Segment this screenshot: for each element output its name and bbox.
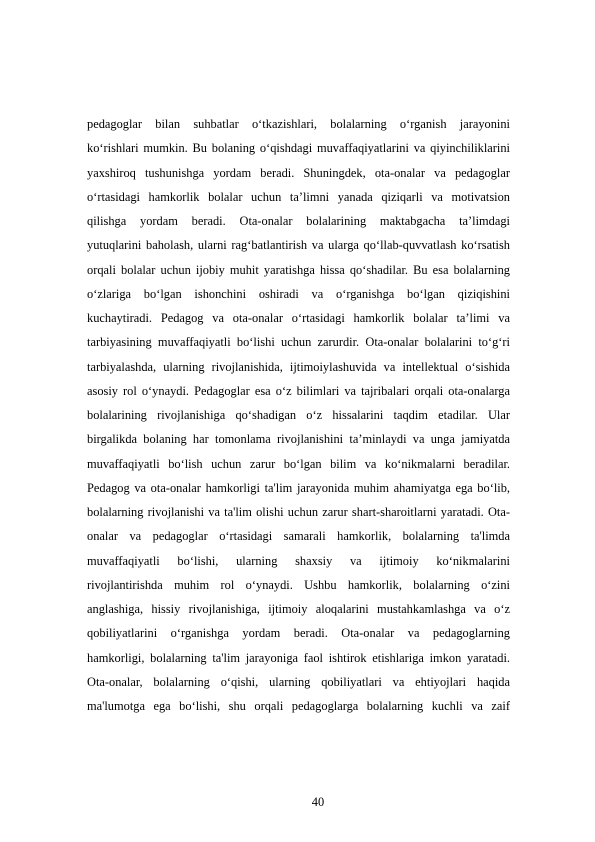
body-text [87,112,510,718]
text-line: onalar va pedagoglar o‘rtasidagi samarali hamkorlik, bolalarning ta'limda [87,529,510,544]
text-line: muvaffaqiyatli bo‘lish uchun zarur bo‘lgan bilim va ko‘nikmalarni beradilar. [87,456,510,471]
text-line: anglashiga, hissiy rivojlanishiga, ijtimoiy aloqalarini mustahkamlashga va o‘z [87,602,510,616]
text-line: Pedagog va ota-onalar hamkorligi ta'lim jarayonida muhim ahamiyatga ega bo‘lib, [87,480,510,495]
text-line: o‘zlariga bo‘lgan ishonchini oshiradi va o‘rganishga bo‘lgan qiziqishini [87,286,510,301]
text-line: ma'lumotga ega bo‘lishi, shu orqali pedagoglarga bolalarning kuchli va zaif [87,699,510,713]
text-line: pedagoglar bilan suhbatlar o‘tkazishlari, bolalarning o‘rganish jarayonini [87,117,510,131]
text-line: qilishga yordam beradi. Ota-onalar bolalarining maktabgacha ta’limdagi [87,214,510,228]
text-line: asosiy rol o‘ynaydi. Pedagoglar esa o‘z bilimlari va tajribalari orqali ota-onalarga [87,383,510,398]
text-line: muvaffaqiyatli bo‘lishi, ularning shaxsiy va ijtimoiy ko‘nikmalarini [87,553,510,568]
text-line: bolalarning rivojlanishi va ta'lim olishi uchun zarur shart-sharoitlarni yaratadi. Ota- [87,505,510,519]
text-line: tarbiyasining muvaffaqiyatli bo‘lishi uchun zarurdir. Ota-onalar bolalarini to‘g‘ri [87,335,510,350]
text-line: ko‘rishlari mumkin. Bu bolaning o‘qishdagi muvaffaqiyatlarini va qiyinchiliklarini [87,141,510,156]
text-line: o‘rtasidagi hamkorlik bolalar uchun ta’limni yanada qiziqarli va motivatsion [87,189,510,204]
text-line: orqali bolalar uchun ijobiy muhit yaratishga hissa qo‘shadilar. Bu esa bolalarning [87,262,510,277]
text-line: rivojlantirishda muhim rol o‘ynaydi. Ushbu hamkorlik, bolalarning o‘zini [87,577,510,592]
text-line: Ota-onalar, bolalarning o‘qishi, ularning qobiliyatlari va ehtiyojlari haqida [87,674,510,689]
text-line: tarbiyalashda, ularning rivojlanishida, ijtimoiylashuvida va intellektual o‘sishida [87,359,510,374]
text-line: yaxshiroq tushunishga yordam beradi. Shuningdek, ota-onalar va pedagoglar [87,165,510,180]
text-line: bolalarining rivojlanishiga qo‘shadigan o‘z hissalarini taqdim etadilar. Ular [87,408,510,422]
text-line: kuchaytiradi. Pedagog va ota-onalar o‘rtasidagi hamkorlik bolalar ta’limi va [87,311,510,325]
page-number: 40 [311,795,325,809]
text-line: yutuqlarini baholash, ularni rag‘batlantirish va ularga qo‘llab-quvvatlash ko‘rsatish [87,238,510,253]
text-line: birgalikda bolaning har tomonlama rivojlanishini ta’minlaydi va unga jamiyatda [87,432,510,447]
text-line: qobiliyatlarini o‘rganishga yordam beradi. Ota-onalar va pedagoglarning [87,626,510,641]
text-line: hamkorligi, bolalarning ta'lim jarayoniga faol ishtirok etishlariga imkon yaratadi. [87,650,510,665]
